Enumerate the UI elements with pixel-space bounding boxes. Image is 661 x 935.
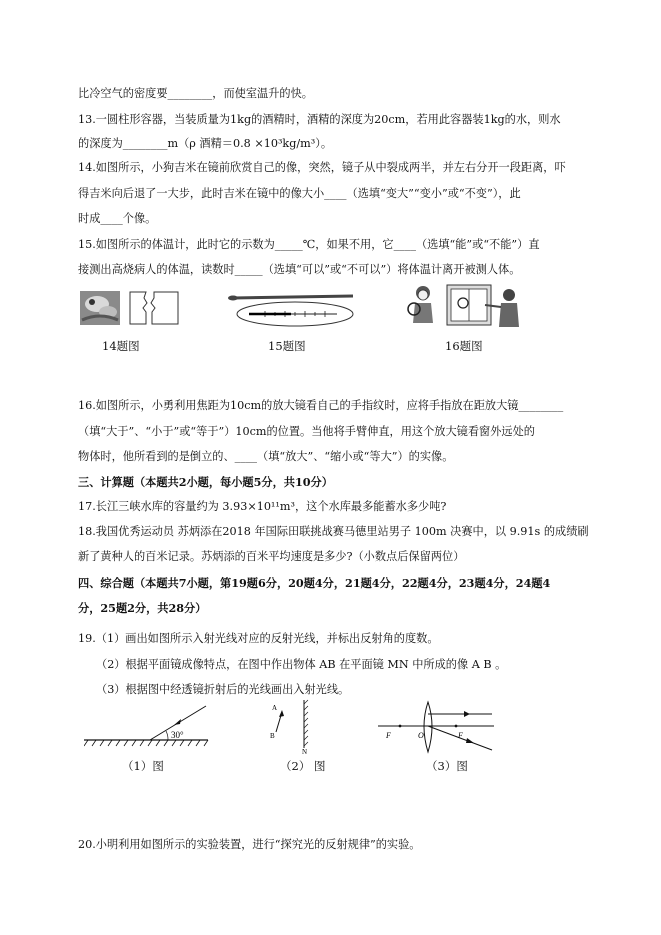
- focus-right-label: F: [458, 731, 463, 740]
- point-b-label: B: [270, 732, 275, 740]
- thermometer-illustration: [225, 288, 360, 330]
- question-19-part-3: （3）根据图中经透镜折射后的光线画出入射光线。: [96, 683, 350, 696]
- figure-16: [405, 283, 525, 335]
- question-13-line-1: 13.一圆柱形容器，当装质量为1kg的酒精时，酒精的深度为20cm，若用此容器装1kg的水，则水: [78, 113, 561, 126]
- figure-19-1: [84, 700, 214, 754]
- question-17: 17.长江三峡水库的容量约为 3.93×10¹¹m³，这个水库最多能蓄水多少吨?: [78, 500, 447, 513]
- magnifier-boy-illustration: [405, 283, 525, 331]
- plane-mirror-diagram: [262, 698, 322, 754]
- figure-19-2-caption: （2） 图: [280, 759, 326, 773]
- figure-15: [225, 288, 360, 334]
- question-19-part-2: （2）根据平面镜成像特点，在图中作出物体 AB 在平面镜 MN 中所成的像 A B 。: [96, 658, 507, 671]
- figure-16-caption: 16题图: [445, 339, 483, 353]
- figure-19-2: [262, 698, 322, 758]
- question-16-line-2: （填“大于”、“小于”或“等于”）10cm的位置。当他将手臂伸直，用这个放大镜看窗外远处的: [78, 425, 535, 438]
- question-15-line-1: 15.如图所示的体温计，此时它的示数为_____℃，如果不用，它____（选填“能”或“不能”）直: [78, 238, 540, 251]
- question-16-line-3: 物体时，他所看到的是倒立的、____（填“放大”、“缩小或“等大”）的实像。: [78, 450, 454, 463]
- question-19-part-1: 19.（1）画出如图所示入射光线对应的反射光线，并标出反射角的度数。: [78, 632, 439, 645]
- point-a-label: A: [272, 704, 278, 712]
- question-18-line-2: 新了黄种人的百米记录。苏炳添的百米平均速度是多少?（小数点后保留两位）: [78, 550, 465, 563]
- optical-center-label: O: [418, 731, 424, 740]
- figure-14: [80, 290, 180, 330]
- section-4-heading-line-1: 四、综合题（本题共7小题，第19题6分，20题4分，21题4分，22题4分，23题4分，24题4: [78, 576, 551, 590]
- point-n-label: N: [302, 748, 308, 754]
- dog-mirror-illustration: [80, 290, 180, 326]
- figure-19-3: [376, 700, 496, 760]
- question-18-line-1: 18.我国优秀运动员 苏炳添在2018 年国际田联挑战赛马德里站男子 100m 决赛中，以 9.91s 的成绩刷: [78, 525, 589, 538]
- reflection-diagram: [84, 700, 214, 750]
- question-14-line-2: 得吉米向后退了一大步，此时吉米在镜中的像大小____（选填“变大”“变小”或“不变”），此: [78, 187, 521, 200]
- figure-15-caption: 15题图: [268, 339, 306, 353]
- question-14-line-1: 14.如图所示，小狗吉米在镜前欣赏自己的像，突然，镜子从中裂成两半，并左右分开一段距离，吓: [78, 161, 566, 174]
- question-16-line-1: 16.如图所示，小勇利用焦距为10cm的放大镜看自己的手指纹时，应将手指放在距放大镜________: [78, 399, 564, 412]
- question-20: 20.小明利用如图所示的实验装置，进行“探究光的反射规律”的实验。: [78, 838, 421, 851]
- question-15-line-2: 接测出高烧病人的体温，读数时_____（选填“可以”或“不可以”）将体温计离开被测人体。: [78, 263, 521, 276]
- figure-19-1-caption: （1）图: [122, 759, 164, 773]
- figure-14-caption: 14题图: [102, 339, 140, 353]
- question-13-line-2: 的深度为________m（ρ 酒精＝0.8 ×10³kg/m³）。: [78, 137, 333, 150]
- figure-19-3-caption: （3）图: [426, 759, 468, 773]
- question-14-line-3: 时成____个像。: [78, 212, 157, 225]
- text-line-1: 比冷空气的密度要________，而使室温升的快。: [78, 87, 313, 100]
- convex-lens-diagram: [376, 700, 496, 756]
- angle-label: 30°: [171, 730, 184, 740]
- section-4-heading-line-2: 分，25题2分，共28分）: [78, 601, 207, 615]
- focus-left-label: F: [386, 731, 391, 740]
- section-3-heading: 三、计算题（本题共2小题，每小题5分，共10分）: [78, 475, 333, 489]
